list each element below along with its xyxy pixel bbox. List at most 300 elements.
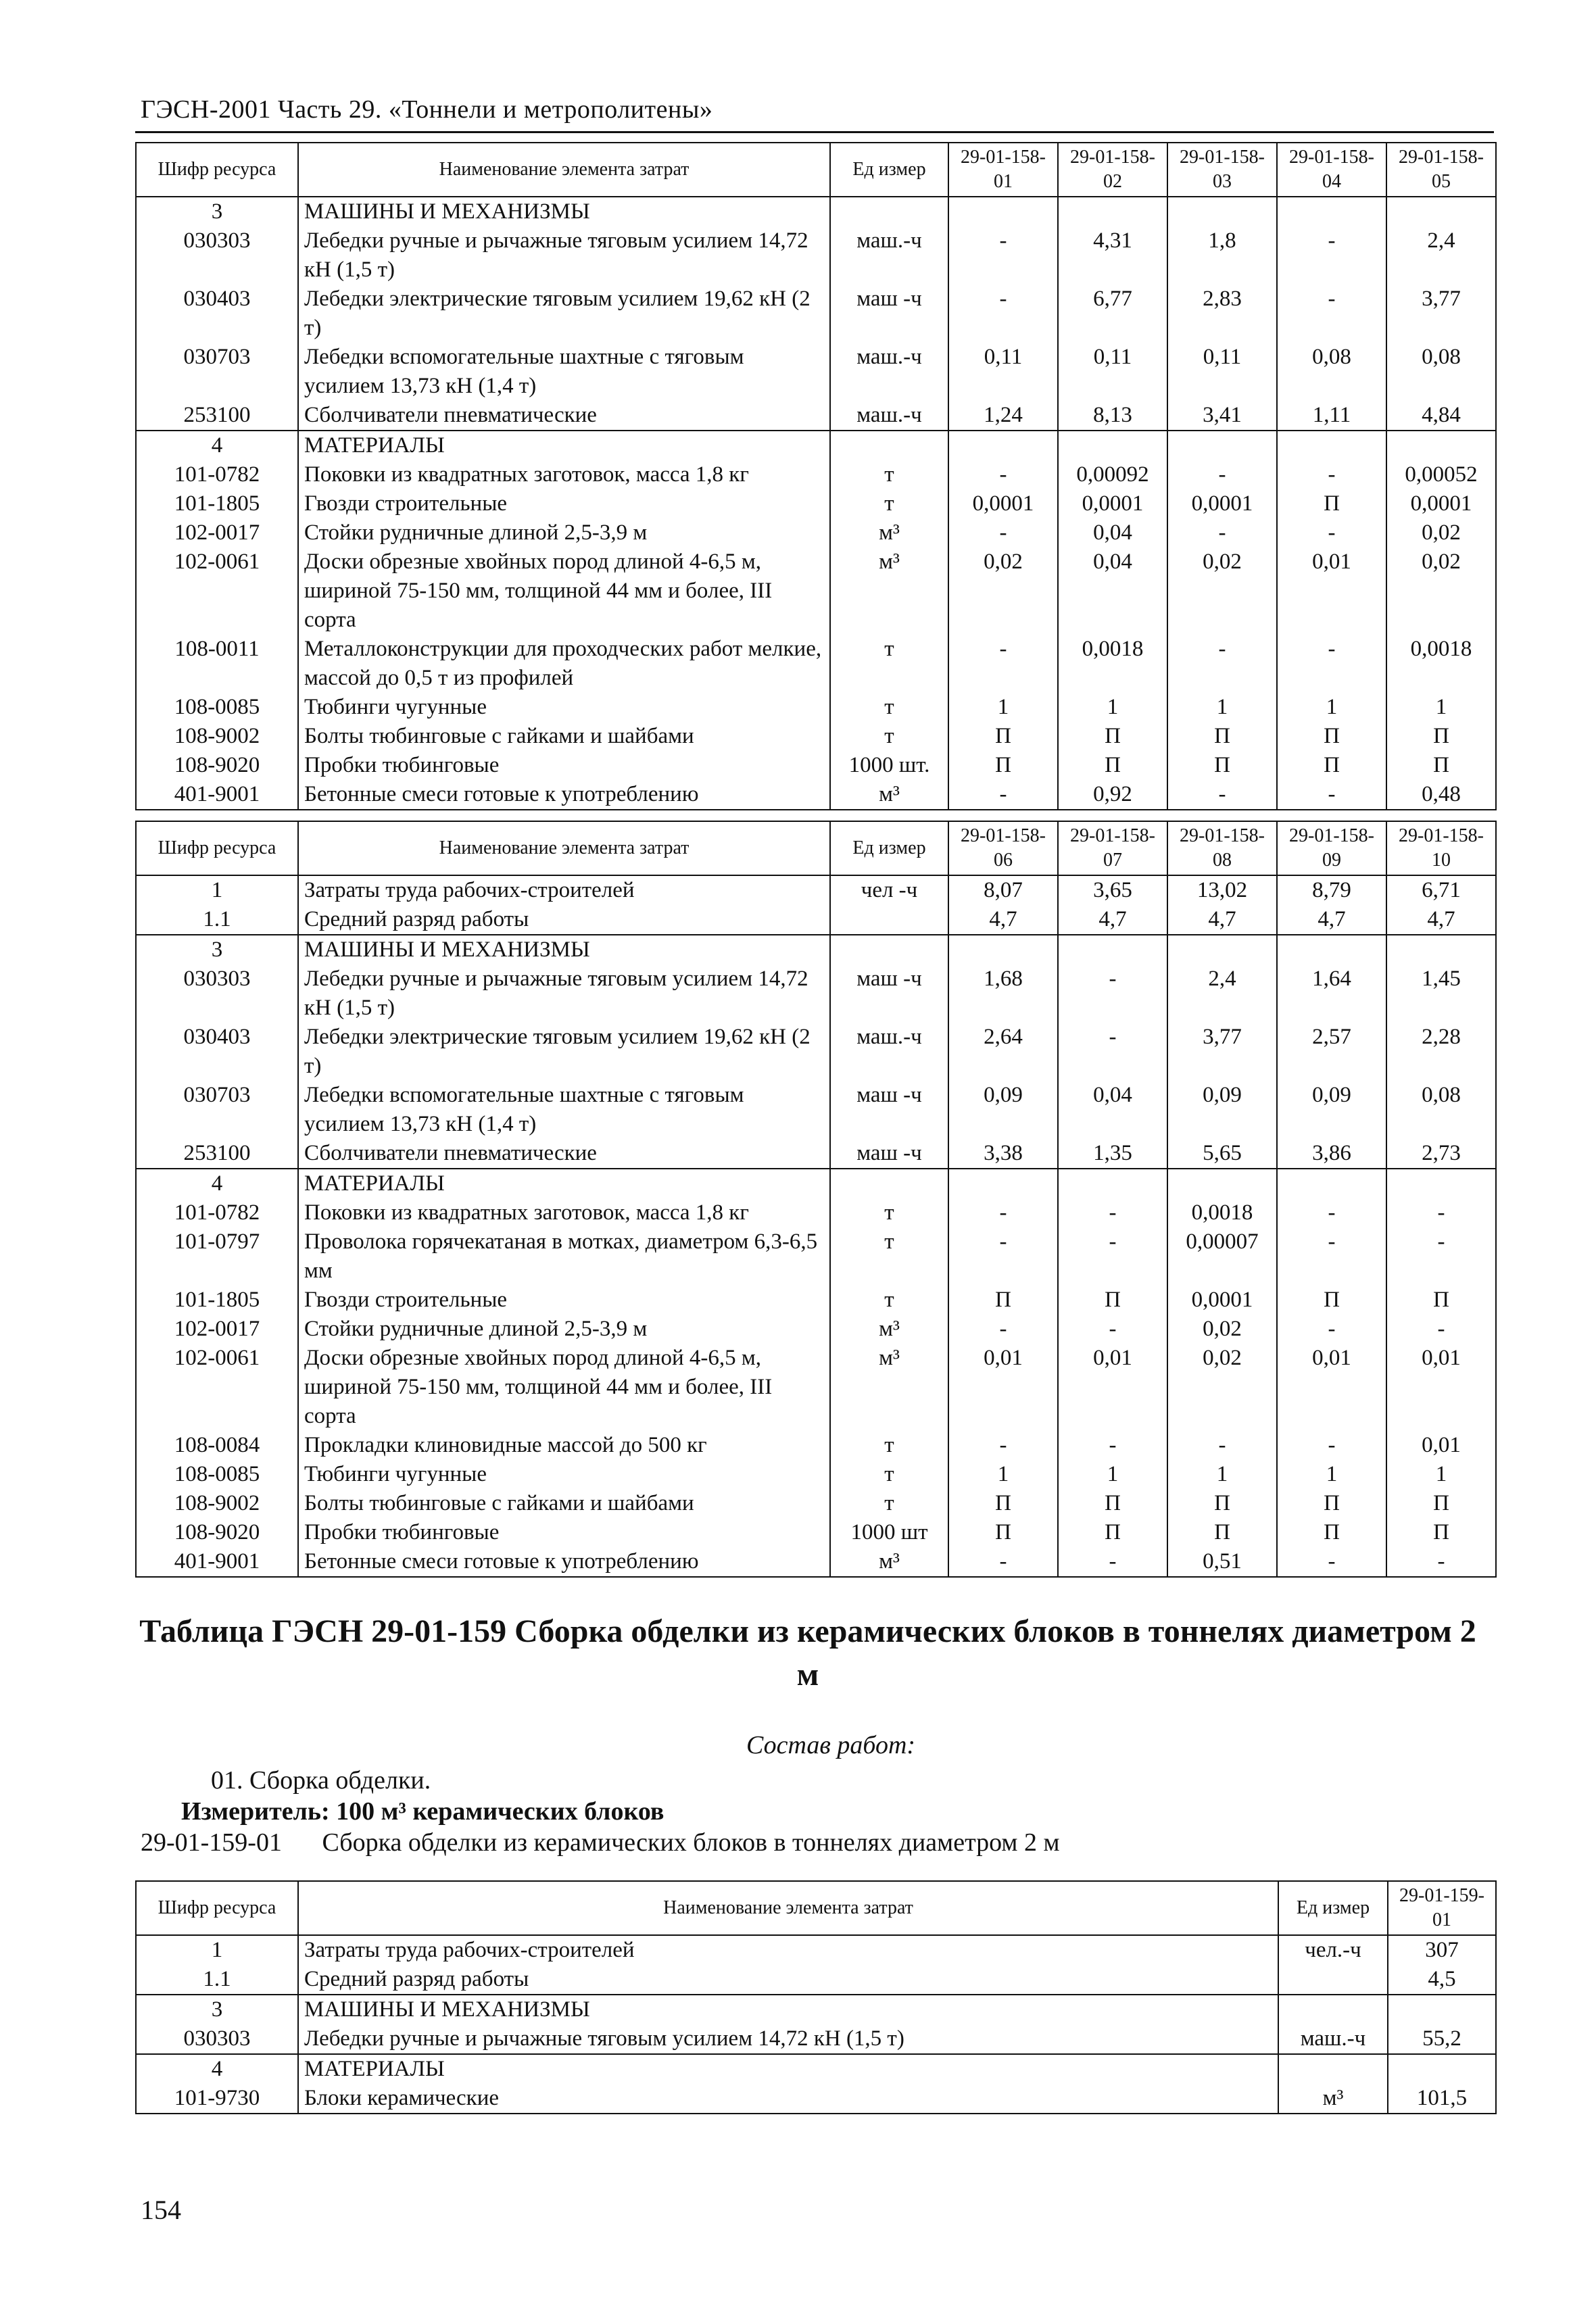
- resource-name: Болты тюбинговые с гайками и шайбами: [298, 1489, 830, 1518]
- norm-value: -: [1167, 635, 1277, 693]
- resource-unit: маш.-ч: [1278, 2024, 1388, 2054]
- resource-name: МАТЕРИАЛЫ: [298, 431, 830, 460]
- norm-title: Сборка обделки из керамических блоков в тоннелях диаметром 2 м: [322, 1828, 1060, 1857]
- norm-value: 0,02: [948, 547, 1058, 635]
- resource-name: Доски обрезные хвойных пород длиной 4-6,5 м, шириной 75-150 мм, толщиной 44 мм и более, III сорта: [298, 547, 830, 635]
- norm-code: 29-01-159-01: [141, 1828, 282, 1857]
- table-row: [136, 547, 1496, 635]
- section-row: [136, 2054, 1496, 2084]
- resource-name: Пробки тюбинговые: [298, 751, 830, 780]
- resource-unit: маш -ч: [830, 1139, 948, 1169]
- table-row: [136, 1965, 1496, 1995]
- norm-value: 3,77: [1167, 1023, 1277, 1081]
- resource-code: 030303: [136, 2024, 298, 2054]
- norm-value: 0,00007: [1167, 1227, 1277, 1286]
- norm-value: П: [1167, 751, 1277, 780]
- norm-value: П: [1277, 751, 1386, 780]
- table-row: [136, 2084, 1496, 2114]
- norm-value: 2,73: [1386, 1139, 1496, 1169]
- resource-code: 1.1: [136, 1965, 298, 1995]
- resource-code: 1: [136, 1935, 298, 1965]
- resource-unit: [1278, 1995, 1388, 2024]
- resource-unit: маш.-ч: [830, 401, 948, 431]
- resource-name: МАШИНЫ И МЕХАНИЗМЫ: [298, 197, 830, 226]
- norm-value: -: [948, 226, 1058, 285]
- norm-value: [948, 431, 1058, 460]
- norm-value: -: [1167, 780, 1277, 810]
- resource-name: Лебедки электрические тяговым усилием 19,62 кН (2 т): [298, 1023, 830, 1081]
- norm-value: -: [1058, 1227, 1167, 1286]
- norm-value: [948, 935, 1058, 965]
- resource-code: 108-0011: [136, 635, 298, 693]
- norm-value: -: [1058, 965, 1167, 1023]
- resource-code: 108-9002: [136, 1489, 298, 1518]
- col-header-code: Шифр ресурса: [136, 143, 298, 197]
- table-row: [136, 780, 1496, 810]
- norm-value: П: [1386, 1489, 1496, 1518]
- resource-unit: т: [830, 1431, 948, 1460]
- resource-unit: м³: [830, 518, 948, 547]
- resource-code: 102-0017: [136, 518, 298, 547]
- norm-value: -: [948, 1227, 1058, 1286]
- resource-code: 108-0085: [136, 1460, 298, 1489]
- resource-code: 401-9001: [136, 780, 298, 810]
- resource-unit: [1278, 1965, 1388, 1995]
- norm-value: -: [1277, 1198, 1386, 1227]
- resource-name: Лебедки вспомогательные шахтные с тяговым усилием 13,73 кН (1,4 т): [298, 343, 830, 401]
- table-row: [136, 1081, 1496, 1139]
- resource-code: 101-1805: [136, 489, 298, 518]
- col-header-norm: 29-01-158-03: [1167, 143, 1277, 197]
- resource-code: 1: [136, 875, 298, 905]
- resource-unit: маш.-ч: [830, 226, 948, 285]
- norm-value: [1167, 1169, 1277, 1198]
- resource-unit: 1000 шт.: [830, 751, 948, 780]
- norm-value: П: [948, 1489, 1058, 1518]
- resource-unit: т: [830, 635, 948, 693]
- resource-code: 108-0084: [136, 1431, 298, 1460]
- norm-value: 4,5: [1388, 1965, 1496, 1995]
- norm-value: 8,79: [1277, 875, 1386, 905]
- norm-value: 1: [1277, 1460, 1386, 1489]
- norm-value: П: [1167, 1518, 1277, 1547]
- norm-value: 13,02: [1167, 875, 1277, 905]
- resource-name: Бетонные смеси готовые к употреблению: [298, 1547, 830, 1577]
- resource-name: Болты тюбинговые с гайками и шайбами: [298, 722, 830, 751]
- norm-value: 4,31: [1058, 226, 1167, 285]
- section-row: [136, 875, 1496, 905]
- norm-value: -: [948, 460, 1058, 489]
- table-row: [136, 1139, 1496, 1169]
- norm-value: 0,0001: [1167, 489, 1277, 518]
- norm-value: 307: [1388, 1935, 1496, 1965]
- resource-code: 1.1: [136, 905, 298, 935]
- norm-value: 3,77: [1386, 285, 1496, 343]
- norm-value: П: [1386, 722, 1496, 751]
- norm-value: П: [1386, 751, 1496, 780]
- norm-value: 0,08: [1277, 343, 1386, 401]
- col-header-norm: 29-01-158-02: [1058, 143, 1167, 197]
- norm-value: 1,45: [1386, 965, 1496, 1023]
- col-header-norm: 29-01-158-08: [1167, 821, 1277, 875]
- resource-unit: т: [830, 1227, 948, 1286]
- norm-value: [1167, 935, 1277, 965]
- norm-value: 0,01: [1058, 1344, 1167, 1431]
- resource-name: Стойки рудничные длиной 2,5-3,9 м: [298, 1315, 830, 1344]
- resource-unit: 1000 шт: [830, 1518, 948, 1547]
- norm-value: 1,64: [1277, 965, 1386, 1023]
- col-header-unit: Ед измер: [830, 821, 948, 875]
- norm-value: 4,7: [1167, 905, 1277, 935]
- norm-value: П: [1277, 1489, 1386, 1518]
- resource-name: МАТЕРИАЛЫ: [298, 1169, 830, 1198]
- resource-code: 108-9020: [136, 1518, 298, 1547]
- resource-unit: чел -ч: [830, 875, 948, 905]
- norm-value: 5,65: [1167, 1139, 1277, 1169]
- norm-value: 1: [1386, 1460, 1496, 1489]
- norm-value: П: [1058, 1518, 1167, 1547]
- norm-value: -: [1277, 1547, 1386, 1577]
- norm-value: -: [948, 1547, 1058, 1577]
- norm-value: 1,68: [948, 965, 1058, 1023]
- table-row: [136, 460, 1496, 489]
- norm-value: 1,8: [1167, 226, 1277, 285]
- section-row: [136, 431, 1496, 460]
- norm-value: [1058, 197, 1167, 226]
- norm-value: 1: [1167, 1460, 1277, 1489]
- norm-value: -: [948, 1431, 1058, 1460]
- norm-code-line: [141, 1828, 1060, 1857]
- resource-code: 253100: [136, 401, 298, 431]
- resource-unit: м³: [830, 1344, 948, 1431]
- norm-value: 0,11: [1058, 343, 1167, 401]
- resource-name: Затраты труда рабочих-строителей: [298, 875, 830, 905]
- resource-code: 108-9020: [136, 751, 298, 780]
- resource-unit: маш -ч: [830, 965, 948, 1023]
- norm-value: -: [1167, 518, 1277, 547]
- resource-unit: т: [830, 1489, 948, 1518]
- resource-name: Тюбинги чугунные: [298, 1460, 830, 1489]
- norm-value: П: [1386, 1518, 1496, 1547]
- section-row: [136, 935, 1496, 965]
- norm-value: 2,4: [1167, 965, 1277, 1023]
- section-row: [136, 1995, 1496, 2024]
- table-row: [136, 1023, 1496, 1081]
- norm-value: 4,84: [1386, 401, 1496, 431]
- norm-value: П: [1277, 722, 1386, 751]
- resource-code: 101-0782: [136, 1198, 298, 1227]
- table-row: [136, 1344, 1496, 1431]
- table-row: [136, 1227, 1496, 1286]
- norm-value: 0,92: [1058, 780, 1167, 810]
- resource-name: МАШИНЫ И МЕХАНИЗМЫ: [298, 1995, 1278, 2024]
- resource-unit: т: [830, 1286, 948, 1315]
- norm-value: 1,24: [948, 401, 1058, 431]
- norm-value: 3,86: [1277, 1139, 1386, 1169]
- norm-value: -: [1277, 285, 1386, 343]
- resource-name: Средний разряд работы: [298, 1965, 1278, 1995]
- resource-code: 030703: [136, 1081, 298, 1139]
- norm-value: [1277, 935, 1386, 965]
- norm-value: 1: [948, 693, 1058, 722]
- norm-value: 55,2: [1388, 2024, 1496, 2054]
- norm-value: 0,01: [1386, 1344, 1496, 1431]
- resource-code: 401-9001: [136, 1547, 298, 1577]
- meter: [181, 1797, 664, 1826]
- norm-value: -: [948, 780, 1058, 810]
- work-item: 01. Сборка обделки.: [211, 1766, 431, 1795]
- norm-value: -: [1277, 226, 1386, 285]
- resource-unit: м³: [1278, 2084, 1388, 2114]
- norm-value: 0,0001: [948, 489, 1058, 518]
- resource-table-158-01-05: [135, 142, 1497, 810]
- resource-unit: т: [830, 489, 948, 518]
- col-header-norm: 29-01-158-06: [948, 821, 1058, 875]
- norm-value: 0,02: [1386, 518, 1496, 547]
- resource-unit: т: [830, 722, 948, 751]
- norm-value: 0,48: [1386, 780, 1496, 810]
- resource-unit: [830, 935, 948, 965]
- norm-value: 0,0001: [1167, 1286, 1277, 1315]
- norm-value: 1: [1058, 1460, 1167, 1489]
- table-row: [136, 905, 1496, 935]
- norm-value: -: [1277, 1315, 1386, 1344]
- norm-value: П: [1167, 1489, 1277, 1518]
- col-header-code: Шифр ресурса: [136, 821, 298, 875]
- resource-name: Гвозди строительные: [298, 489, 830, 518]
- resource-unit: маш -ч: [830, 1081, 948, 1139]
- table-row: [136, 401, 1496, 431]
- norm-value: -: [1277, 1431, 1386, 1460]
- table-row: [136, 1431, 1496, 1460]
- norm-value: 1,35: [1058, 1139, 1167, 1169]
- resource-name: Блоки керамические: [298, 2084, 1278, 2114]
- norm-value: 2,4: [1386, 226, 1496, 285]
- norm-value: -: [1058, 1315, 1167, 1344]
- resource-unit: м³: [830, 780, 948, 810]
- table-row: [136, 518, 1496, 547]
- col-header-norm: 29-01-158-10: [1386, 821, 1496, 875]
- norm-value: 0,08: [1386, 343, 1496, 401]
- resource-unit: т: [830, 693, 948, 722]
- meter-value: 100 м³ керамических блоков: [336, 1797, 664, 1826]
- norm-value: 0,08: [1386, 1081, 1496, 1139]
- col-header-name: Наименование элемента затрат: [298, 821, 830, 875]
- norm-value: 1: [1386, 693, 1496, 722]
- resource-unit: [830, 431, 948, 460]
- norm-value: -: [1386, 1547, 1496, 1577]
- norm-value: 4,7: [948, 905, 1058, 935]
- norm-value: -: [948, 1315, 1058, 1344]
- meter-label: Измеритель:: [181, 1797, 330, 1826]
- norm-value: -: [1058, 1023, 1167, 1081]
- resource-code: 4: [136, 2054, 298, 2084]
- norm-value: -: [1386, 1227, 1496, 1286]
- col-header-norm: 29-01-158-01: [948, 143, 1058, 197]
- resource-code: 102-0061: [136, 547, 298, 635]
- norm-value: -: [1058, 1198, 1167, 1227]
- resource-unit: чел.-ч: [1278, 1935, 1388, 1965]
- norm-value: 1,11: [1277, 401, 1386, 431]
- resource-unit: [1278, 2054, 1388, 2084]
- norm-value: П: [948, 1286, 1058, 1315]
- norm-value: 0,0018: [1058, 635, 1167, 693]
- norm-value: 0,0001: [1058, 489, 1167, 518]
- resource-name: Гвозди строительные: [298, 1286, 830, 1315]
- norm-value: П: [948, 722, 1058, 751]
- norm-value: [1058, 1169, 1167, 1198]
- norm-value: -: [1386, 1315, 1496, 1344]
- resource-code: 101-9730: [136, 2084, 298, 2114]
- table-row: [136, 285, 1496, 343]
- norm-value: 3,38: [948, 1139, 1058, 1169]
- table-row: [136, 693, 1496, 722]
- resource-name: Доски обрезные хвойных пород длиной 4-6,5 м, шириной 75-150 мм, толщиной 44 мм и более, III сорта: [298, 1344, 830, 1431]
- norm-value: П: [1277, 1518, 1386, 1547]
- norm-value: 101,5: [1388, 2084, 1496, 2114]
- resource-name: Лебедки вспомогательные шахтные с тяговым усилием 13,73 кН (1,4 т): [298, 1081, 830, 1139]
- norm-value: [1167, 431, 1277, 460]
- resource-unit: м³: [830, 547, 948, 635]
- norm-value: П: [1058, 1489, 1167, 1518]
- norm-value: 2,57: [1277, 1023, 1386, 1081]
- resource-table-158-06-10: [135, 821, 1497, 1578]
- norm-value: [1388, 2054, 1496, 2084]
- resource-code: 102-0017: [136, 1315, 298, 1344]
- norm-value: 3,41: [1167, 401, 1277, 431]
- resource-name: Металлоконструкции для проходческих работ мелкие, массой до 0,5 т из профилей: [298, 635, 830, 693]
- resource-unit: маш -ч: [830, 285, 948, 343]
- norm-value: 0,00052: [1386, 460, 1496, 489]
- norm-value: [948, 1169, 1058, 1198]
- norm-value: -: [1058, 1431, 1167, 1460]
- norm-value: 0,09: [948, 1081, 1058, 1139]
- norm-value: 0,0001: [1386, 489, 1496, 518]
- col-header-norm: 29-01-158-04: [1277, 143, 1386, 197]
- page-header: ГЭСН-2001 Часть 29. «Тоннели и метрополитены»: [141, 95, 713, 124]
- col-header-name: Наименование элемента затрат: [298, 143, 830, 197]
- resource-unit: маш.-ч: [830, 1023, 948, 1081]
- resource-name: Поковки из квадратных заготовок, масса 1,8 кг: [298, 460, 830, 489]
- norm-value: П: [1058, 1286, 1167, 1315]
- resource-name: Сболчиватели пневматические: [298, 1139, 830, 1169]
- resource-unit: м³: [830, 1315, 948, 1344]
- norm-value: 2,28: [1386, 1023, 1496, 1081]
- resource-code: 030303: [136, 965, 298, 1023]
- norm-value: 4,7: [1386, 905, 1496, 935]
- norm-value: -: [1277, 518, 1386, 547]
- resource-code: 3: [136, 1995, 298, 2024]
- header-rule: [135, 131, 1494, 133]
- col-header-norm: 29-01-158-05: [1386, 143, 1496, 197]
- col-header-name: Наименование элемента затрат: [298, 1881, 1278, 1935]
- norm-value: 0,01: [948, 1344, 1058, 1431]
- norm-value: [1277, 1169, 1386, 1198]
- norm-value: 0,02: [1167, 547, 1277, 635]
- resource-code: 253100: [136, 1139, 298, 1169]
- norm-value: 4,7: [1058, 905, 1167, 935]
- col-header-norm: 29-01-158-07: [1058, 821, 1167, 875]
- resource-name: Лебедки ручные и рычажные тяговым усилием 14,72 кН (1,5 т): [298, 2024, 1278, 2054]
- resource-code: 101-0797: [136, 1227, 298, 1286]
- col-header-norm: 29-01-158-09: [1277, 821, 1386, 875]
- norm-value: 3,65: [1058, 875, 1167, 905]
- resource-table-159-01: [135, 1880, 1497, 2114]
- norm-value: П: [1058, 722, 1167, 751]
- norm-value: -: [1277, 780, 1386, 810]
- norm-value: 0,01: [1386, 1431, 1496, 1460]
- norm-value: [948, 197, 1058, 226]
- resource-unit: т: [830, 460, 948, 489]
- norm-value: -: [948, 1198, 1058, 1227]
- composition-label: Состав работ:: [746, 1731, 916, 1759]
- resource-unit: м³: [830, 1547, 948, 1577]
- col-header-unit: Ед измер: [830, 143, 948, 197]
- norm-value: 8,07: [948, 875, 1058, 905]
- norm-value: П: [1167, 722, 1277, 751]
- norm-value: [1386, 431, 1496, 460]
- resource-name: Затраты труда рабочих-строителей: [298, 1935, 1278, 1965]
- resource-unit: [830, 905, 948, 935]
- resource-code: 4: [136, 1169, 298, 1198]
- table-row: [136, 1315, 1496, 1344]
- norm-value: 0,09: [1167, 1081, 1277, 1139]
- norm-value: 1: [1277, 693, 1386, 722]
- section-row: [136, 1935, 1496, 1965]
- norm-value: 0,04: [1058, 547, 1167, 635]
- norm-value: -: [1277, 460, 1386, 489]
- norm-value: [1277, 431, 1386, 460]
- page-number: 154: [141, 2195, 181, 2225]
- table-row: [136, 2024, 1496, 2054]
- resource-code: 102-0061: [136, 1344, 298, 1431]
- table-row: [136, 226, 1496, 285]
- resource-unit: [830, 197, 948, 226]
- norm-value: 0,01: [1277, 1344, 1386, 1431]
- norm-value: -: [1058, 1547, 1167, 1577]
- section-row: [136, 197, 1496, 226]
- norm-value: 4,7: [1277, 905, 1386, 935]
- resource-name: Поковки из квадратных заготовок, масса 1,8 кг: [298, 1198, 830, 1227]
- resource-code: 101-1805: [136, 1286, 298, 1315]
- col-header-norm: 29-01-159-01: [1388, 1881, 1496, 1935]
- norm-value: 1: [1167, 693, 1277, 722]
- resource-unit: т: [830, 1198, 948, 1227]
- norm-value: П: [1277, 489, 1386, 518]
- resource-code: 030303: [136, 226, 298, 285]
- resource-name: Тюбинги чугунные: [298, 693, 830, 722]
- norm-value: 0,00092: [1058, 460, 1167, 489]
- norm-value: 1: [948, 1460, 1058, 1489]
- resource-code: 4: [136, 431, 298, 460]
- resource-code: 108-9002: [136, 722, 298, 751]
- norm-value: 0,04: [1058, 1081, 1167, 1139]
- norm-value: 0,11: [948, 343, 1058, 401]
- norm-value: [1386, 197, 1496, 226]
- resource-name: Лебедки электрические тяговым усилием 19,62 кН (2 т): [298, 285, 830, 343]
- resource-name: Сболчиватели пневматические: [298, 401, 830, 431]
- norm-value: [1388, 1995, 1496, 2024]
- table-row: [136, 1460, 1496, 1489]
- resource-code: 3: [136, 935, 298, 965]
- section-row: [136, 1169, 1496, 1198]
- resource-name: Бетонные смеси готовые к употреблению: [298, 780, 830, 810]
- norm-value: [1167, 197, 1277, 226]
- resource-name: Прокладки клиновидные массой до 500 кг: [298, 1431, 830, 1460]
- resource-code: 101-0782: [136, 460, 298, 489]
- table-row: [136, 635, 1496, 693]
- norm-value: 2,83: [1167, 285, 1277, 343]
